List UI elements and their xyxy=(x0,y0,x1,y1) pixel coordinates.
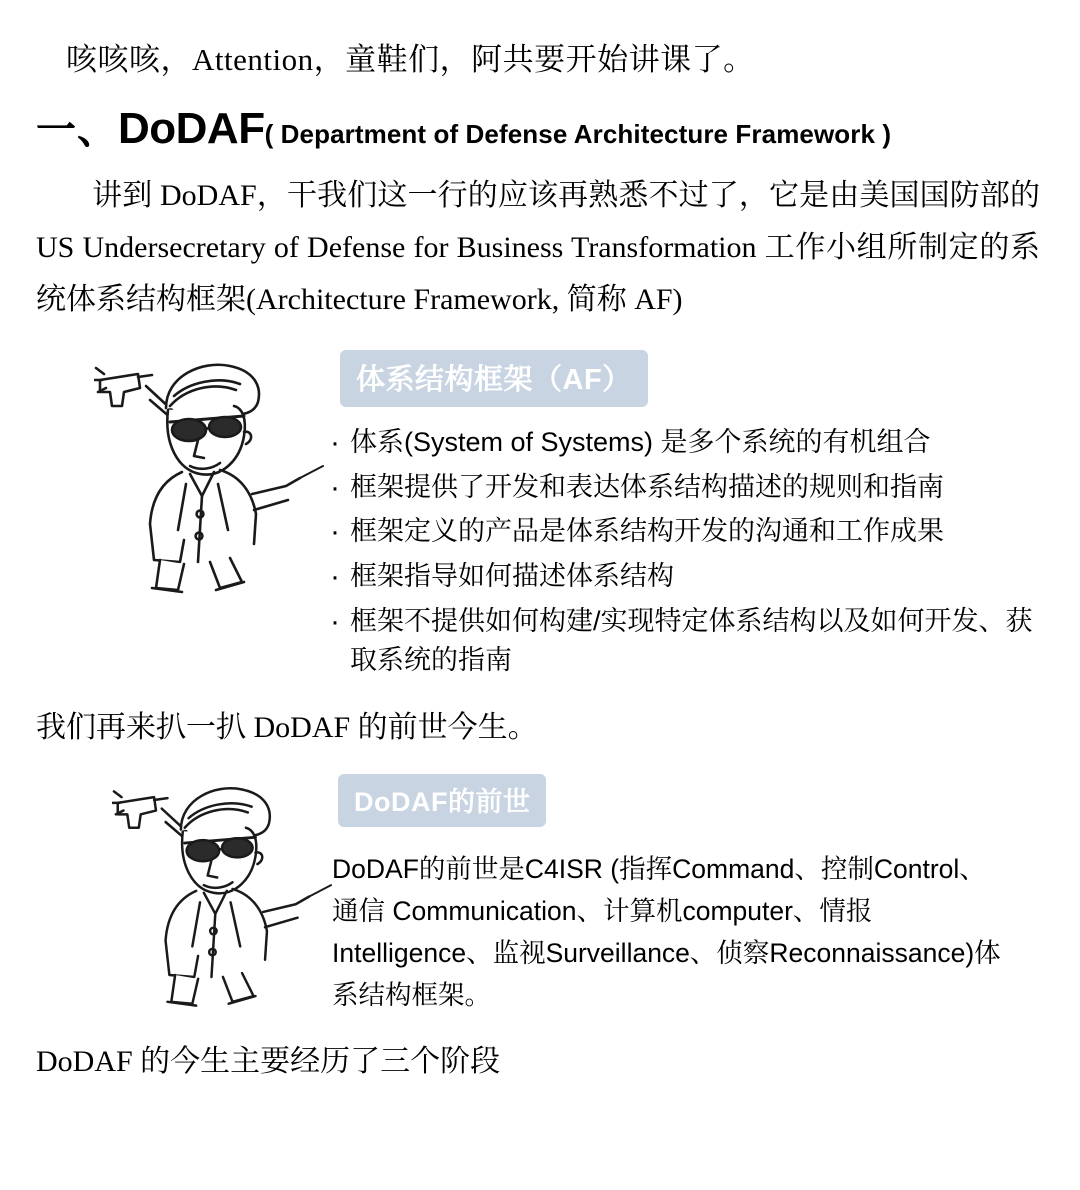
intro-line: 咳咳咳，Attention，童鞋们，阿共要开始讲课了。 xyxy=(66,42,755,77)
section-heading xyxy=(34,103,1046,156)
list-item: · 框架定义的产品是体系结构开发的沟通和工作成果 xyxy=(324,512,1046,552)
list-item: · 体系(System of Systems) 是多个系统的有机组合 xyxy=(324,423,1046,463)
figure-past-text: DoDAF的前世是C4ISR (指挥Command、控制Control、通信 Communication、计算机computer、情报Intelligence、监视Surveillance、侦察Reconnaissance)体系结构框架。 xyxy=(332,853,1001,1010)
section-acronym: DoDAF xyxy=(118,104,265,154)
paragraph-text: 我们再来扒一扒 DoDAF 的前世今生。 xyxy=(36,710,538,744)
figure-af-content xyxy=(324,344,1046,686)
section-expansion: ( Department of Defense Architecture Framework ) xyxy=(264,119,892,150)
cartoon-figure-icon xyxy=(94,344,324,594)
paragraph-text: DoDAF 的今生主要经历了三个阶段 xyxy=(36,1045,501,1079)
figure-past-badge: DoDAF的前世 xyxy=(338,774,546,827)
figure-dodaf-past xyxy=(34,768,1046,1016)
list-item: · 框架不提供如何构建/实现特定体系结构以及如何开发、获取系统的指南 xyxy=(324,602,1046,681)
paragraph-dodaf-history xyxy=(34,702,1046,746)
cartoon-illustration-af xyxy=(94,344,324,594)
section-number: 一、 xyxy=(36,108,118,153)
paragraph-dodaf-stages xyxy=(34,1036,1046,1080)
cartoon-illustration-past xyxy=(112,768,332,1008)
figure-past-content xyxy=(332,768,1046,1016)
paragraph-text: 讲到 DoDAF，干我们这一行的应该再熟悉不过了，它是由美国国防部的 US Undersecretary of Defense for Business Transformation 工作小组所制定的系统体系结构框架(Architecture Framework, 简称 AF) xyxy=(36,179,1040,316)
list-item: · 框架提供了开发和表达体系结构描述的规则和指南 xyxy=(324,468,1046,508)
figure-af-bullet-list xyxy=(324,423,1046,681)
list-item: · 框架指导如何描述体系结构 xyxy=(324,557,1046,597)
figure-architecture-framework xyxy=(34,344,1046,686)
figure-af-badge: 体系结构框架（AF） xyxy=(340,350,648,407)
paragraph-dodaf-origin xyxy=(34,170,1046,326)
cartoon-figure-icon xyxy=(112,768,332,1008)
